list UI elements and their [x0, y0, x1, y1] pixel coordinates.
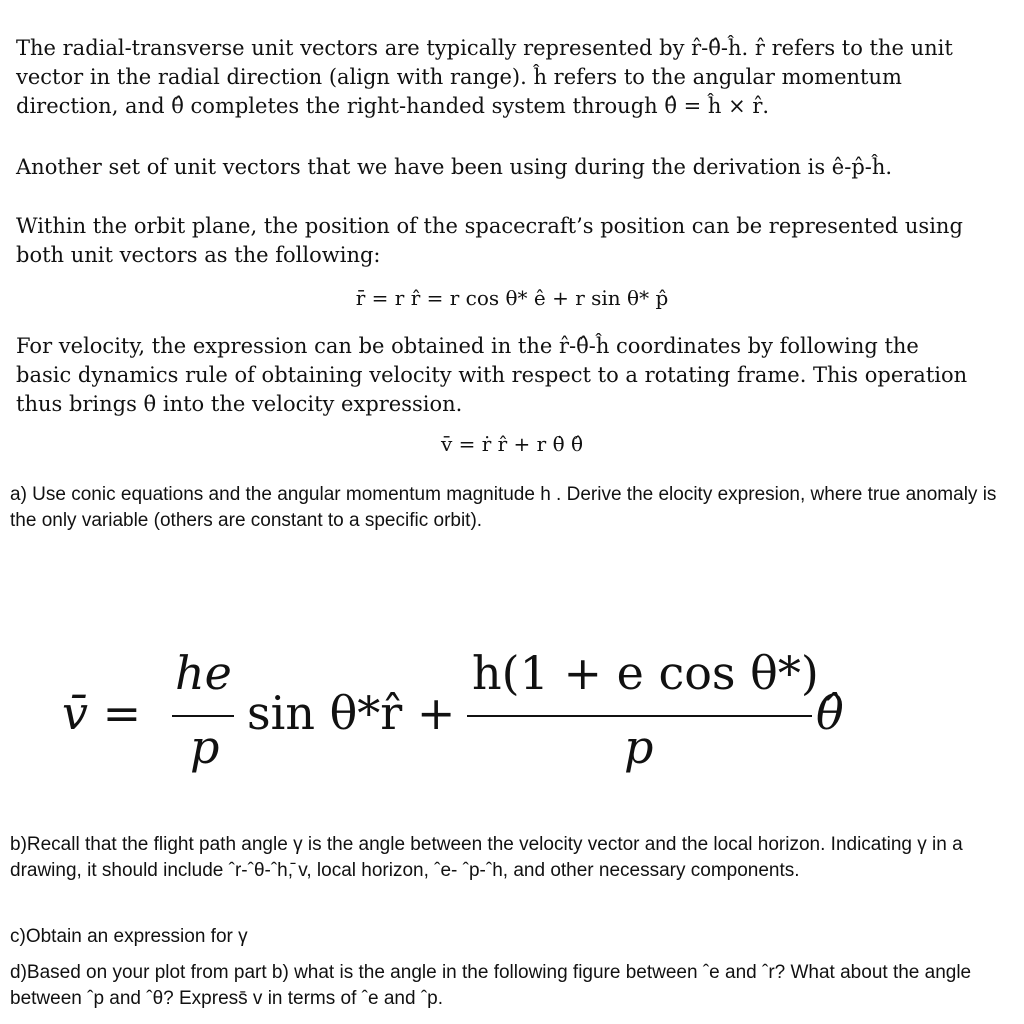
position-equation: r̄ = r r̂ = r cos θ* ê + r sin θ* p̂	[355, 286, 669, 310]
question-a: a) Use conic equations and the angular momentum magnitude h . Derive the elocity expresion, where true anomaly is the only variable (others are constant to a specific orbit).	[10, 484, 997, 531]
answer-middle-term: sin θ*r̂ +	[247, 686, 456, 740]
answer-theta-hat: θ̂	[816, 686, 844, 740]
question-d: d)Based on your plot from part b) what is the angle in the following figure between ˆe and ˆr? What about the angle between ˆp and ˆθ? Express̄ v in terms of ˆe and ˆp.	[10, 962, 972, 1009]
answer-numerator-2: h(1 + e cos θ*)	[472, 646, 819, 700]
question-c: c)Obtain an expression for γ	[10, 926, 248, 947]
intro-paragraph-position: Within the orbit plane, the position of the spacecraft’s position can be represented using both unit vectors as the following:	[16, 214, 963, 267]
intro-paragraph-epH: Another set of unit vectors that we have been using during the derivation is ê-p̂-ĥ.	[16, 155, 893, 179]
intro-paragraph-velocity: For velocity, the expression can be obtained in the r̂-θ̂-ĥ coordinates by following the basic dynamics rule of obtaining velocity with respect to a rotating frame. This operation thus brings θ̇ into the velocity expression.	[16, 334, 968, 416]
answer-lhs: v̄ =	[62, 686, 142, 740]
fraction-bar-2	[467, 715, 812, 717]
intro-paragraph-unit-vectors: The radial-transverse unit vectors are typically represented by r̂-θ̂-ĥ. r̂ refers to the unit vector in the radial direction (align with range). ĥ refers to the angular momentum direction, and θ̂ completes the right-handed system through θ̂ = ĥ × r̂.	[16, 36, 953, 118]
answer-denominator-1: p	[190, 720, 220, 774]
answer-denominator-2: p	[624, 720, 654, 774]
fraction-bar-1	[172, 715, 234, 717]
question-b: b)Recall that the flight path angle γ is the angle between the velocity vector and the local horizon. Indicating γ in a drawing, it should include ˆr-ˆθ-ˆh,̄ v, local horizon, ˆe- ˆp-ˆh, and other necessary components.	[10, 834, 963, 881]
answer-numerator-1: he	[175, 646, 232, 700]
answer-velocity-equation	[62, 640, 962, 790]
velocity-equation: v̄ = ṙ r̂ + r θ̇ θ̂	[440, 432, 584, 456]
